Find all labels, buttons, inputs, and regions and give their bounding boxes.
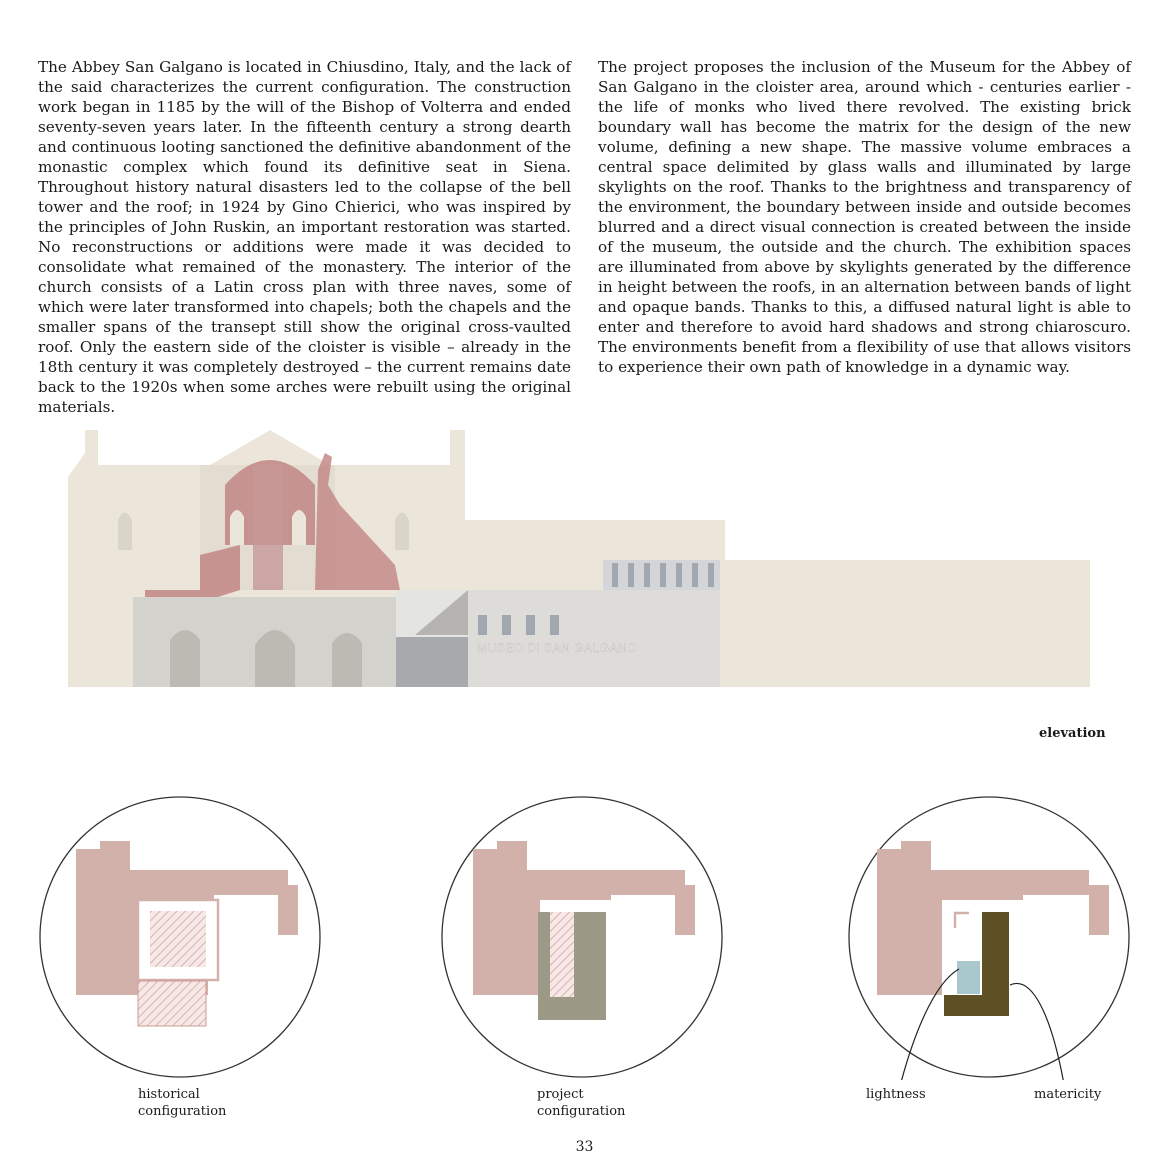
page-number: 33: [575, 1139, 594, 1155]
elevation-caption: elevation: [1039, 726, 1106, 741]
historic-cloister-hatched: [150, 911, 206, 967]
historical-configuration-diagram: [38, 795, 323, 1080]
project-paragraph: The project proposes the inclusion of the Museum for the Abbey of San Galgano in the cloister area, around which - centuries earlier - the life of monks who lived there revolved. The existing brick boundary wall has become the matrix for the design of the new volume, defining a new shape. The massive volume embraces a central space delimited by glass walls and illuminated by large skylights on the roof. Thanks to the brightness and transparency of the environment, the boundary between inside and outside becomes blurred and a direct visual connection is created between the inside of the museum, the outside and the church. The exhibition spaces are illuminated from above by skylights generated by the difference in height between the roofs, in an alternation between bands of light and opaque bands. Thanks to this, a diffused natural light is able to enter and therefore to avoid hard shadows and strong chiaroscuro. The environments benefit from a flexibility of use that allows visitors to experience their own path of knowledge in a dynamic way.: [598, 58, 1131, 376]
historical-caption-line-1: historical: [138, 1087, 200, 1102]
lightness-matericity-diagram: [847, 795, 1132, 1080]
cloister-arcade: [133, 597, 398, 687]
historical-caption-line-2: configuration: [138, 1104, 227, 1119]
project-configuration-diagram: [440, 795, 725, 1080]
intro-text-left: [38, 57, 571, 417]
glass-corner-mark: [955, 913, 969, 928]
museum-sign: MUSEO DI SAN GALGANO: [477, 641, 638, 655]
matericity-label: matericity: [1034, 1087, 1102, 1102]
intro-text-right: [598, 57, 1131, 377]
historic-wing-hatched: [138, 981, 206, 1026]
glass-volume: [957, 961, 980, 994]
project-caption-line-1: project: [537, 1087, 584, 1102]
entrance-volume: [396, 590, 468, 687]
cloister-court-hatched: [550, 912, 574, 997]
lightness-label: lightness: [866, 1087, 926, 1102]
history-paragraph: The Abbey San Galgano is located in Chiusdino, Italy, and the lack of the said characterizes the current configuration. The construction work began in 1185 by the will of the Bishop of Volterra and ended seventy-seven years later. In the fifteenth century a strong dearth and continuous looting sanctioned the definitive abandonment of the monastic complex which found its definitive seat in Siena. Throughout history natural disasters led to the collapse of the bell tower and the roof; in 1924 by Gino Chierici, who was inspired by the principles of John Ruskin, an important restoration was started. No reconstructions or additions were made it was decided to consolidate what remained of the monastery. The interior of the church consists of a Latin cross plan with three naves, some of which were later transformed into chapels; both the chapels and the smaller spans of the transept still show the original cross-vaulted roof. Only the eastern side of the cloister is visible – already in the 18th century it was completely destroyed – the current remains date back to the 1920s when some arches were rebuilt using the original materials.: [38, 58, 571, 416]
elevation-drawing: [60, 425, 1095, 690]
project-caption-line-2: configuration: [537, 1104, 626, 1119]
matericity-leader-line: [1010, 983, 1065, 1080]
